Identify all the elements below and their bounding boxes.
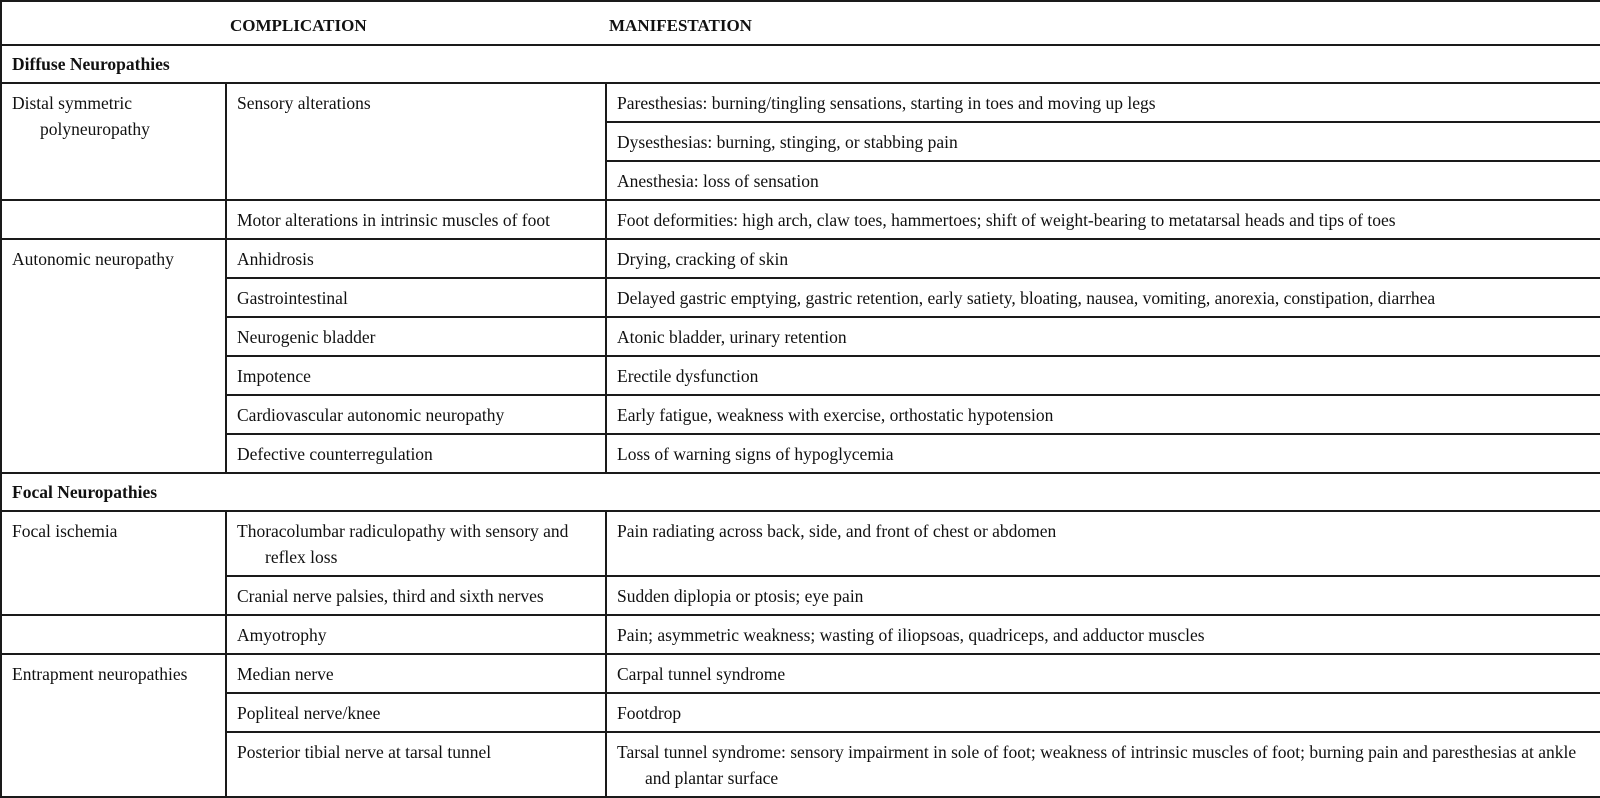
manifestation-cell: Dysesthesias: burning, stinging, or stabbing pain [606,122,1600,161]
table-row [1,395,1600,434]
table-row [1,511,1600,576]
complication-column-header: COMPLICATION [230,16,367,35]
table-row [1,576,1600,615]
complication-cell: Defective counterregulation [226,434,606,473]
complication-cell: Cardiovascular autonomic neuropathy [226,395,606,434]
table-header-row [1,1,1600,45]
manifestation-cell: Sudden diplopia or ptosis; eye pain [606,576,1600,615]
complication-cell: Median nerve [226,654,606,693]
manifestation-cell: Paresthesias: burning/tingling sensations, starting in toes and moving up legs [606,83,1600,122]
manifestation-cell [606,732,1600,797]
table-row [1,356,1600,395]
manifestation-column-header: MANIFESTATION [609,16,752,35]
manifestation-cell: Delayed gastric emptying, gastric retention, early satiety, bloating, nausea, vomiting, anorexia, constipation, diarrhea [606,278,1600,317]
category-cell [1,615,226,654]
manifestation-cell: Footdrop [606,693,1600,732]
manifestation-cell: Erectile dysfunction [606,356,1600,395]
complication-cell: Impotence [226,356,606,395]
table-row [1,434,1600,473]
category-cell: Autonomic neuropathy [1,239,226,473]
table-row [1,732,1600,797]
table-row [1,278,1600,317]
manifestation-cell: Drying, cracking of skin [606,239,1600,278]
manifestation-cell: Pain radiating across back, side, and front of chest or abdomen [606,511,1600,576]
complication-cell: Cranial nerve palsies, third and sixth nerves [226,576,606,615]
header-cell [1,1,1600,45]
section-title: Focal Neuropathies [1,473,1600,511]
table-row [1,693,1600,732]
section-row-diffuse [1,45,1600,83]
complication-cell: Gastrointestinal [226,278,606,317]
category-cell: Focal ischemia [1,511,226,615]
table-row [1,239,1600,278]
manifestation-cell: Loss of warning signs of hypoglycemia [606,434,1600,473]
table-row [1,654,1600,693]
table-row [1,83,1600,122]
section-row-focal [1,473,1600,511]
manifestation-cell: Carpal tunnel syndrome [606,654,1600,693]
category-cell [1,200,226,239]
complication-cell: Posterior tibial nerve at tarsal tunnel [226,732,606,797]
manifestation-cell: Early fatigue, weakness with exercise, orthostatic hypotension [606,395,1600,434]
manifestation-cell: Foot deformities: high arch, claw toes, hammertoes; shift of weight-bearing to metatarsal heads and tips of toes [606,200,1600,239]
manifestation-label: Tarsal tunnel syndrome: sensory impairment in sole of foot; weakness of intrinsic muscles of foot; burning pain and paresthesias at ankle and plantar surface [617,742,1577,788]
category-label: Distal symmetric polyneuropathy [12,93,150,139]
complication-cell [226,511,606,576]
manifestation-cell: Pain; asymmetric weakness; wasting of iliopsoas, quadriceps, and adductor muscles [606,615,1600,654]
table-row [1,317,1600,356]
complication-cell: Neurogenic bladder [226,317,606,356]
manifestation-cell: Atonic bladder, urinary retention [606,317,1600,356]
category-cell: Entrapment neuropathies [1,654,226,797]
table-row [1,200,1600,239]
table-row [1,615,1600,654]
complication-cell: Anhidrosis [226,239,606,278]
complication-label: Thoracolumbar radiculopathy with sensory and reflex loss [237,521,569,567]
category-cell [1,83,226,200]
section-title: Diffuse Neuropathies [1,45,1600,83]
manifestation-cell: Anesthesia: loss of sensation [606,161,1600,200]
complication-cell: Motor alterations in intrinsic muscles of foot [226,200,606,239]
complication-cell: Popliteal nerve/knee [226,693,606,732]
complication-cell: Sensory alterations [226,83,606,200]
complication-cell: Amyotrophy [226,615,606,654]
